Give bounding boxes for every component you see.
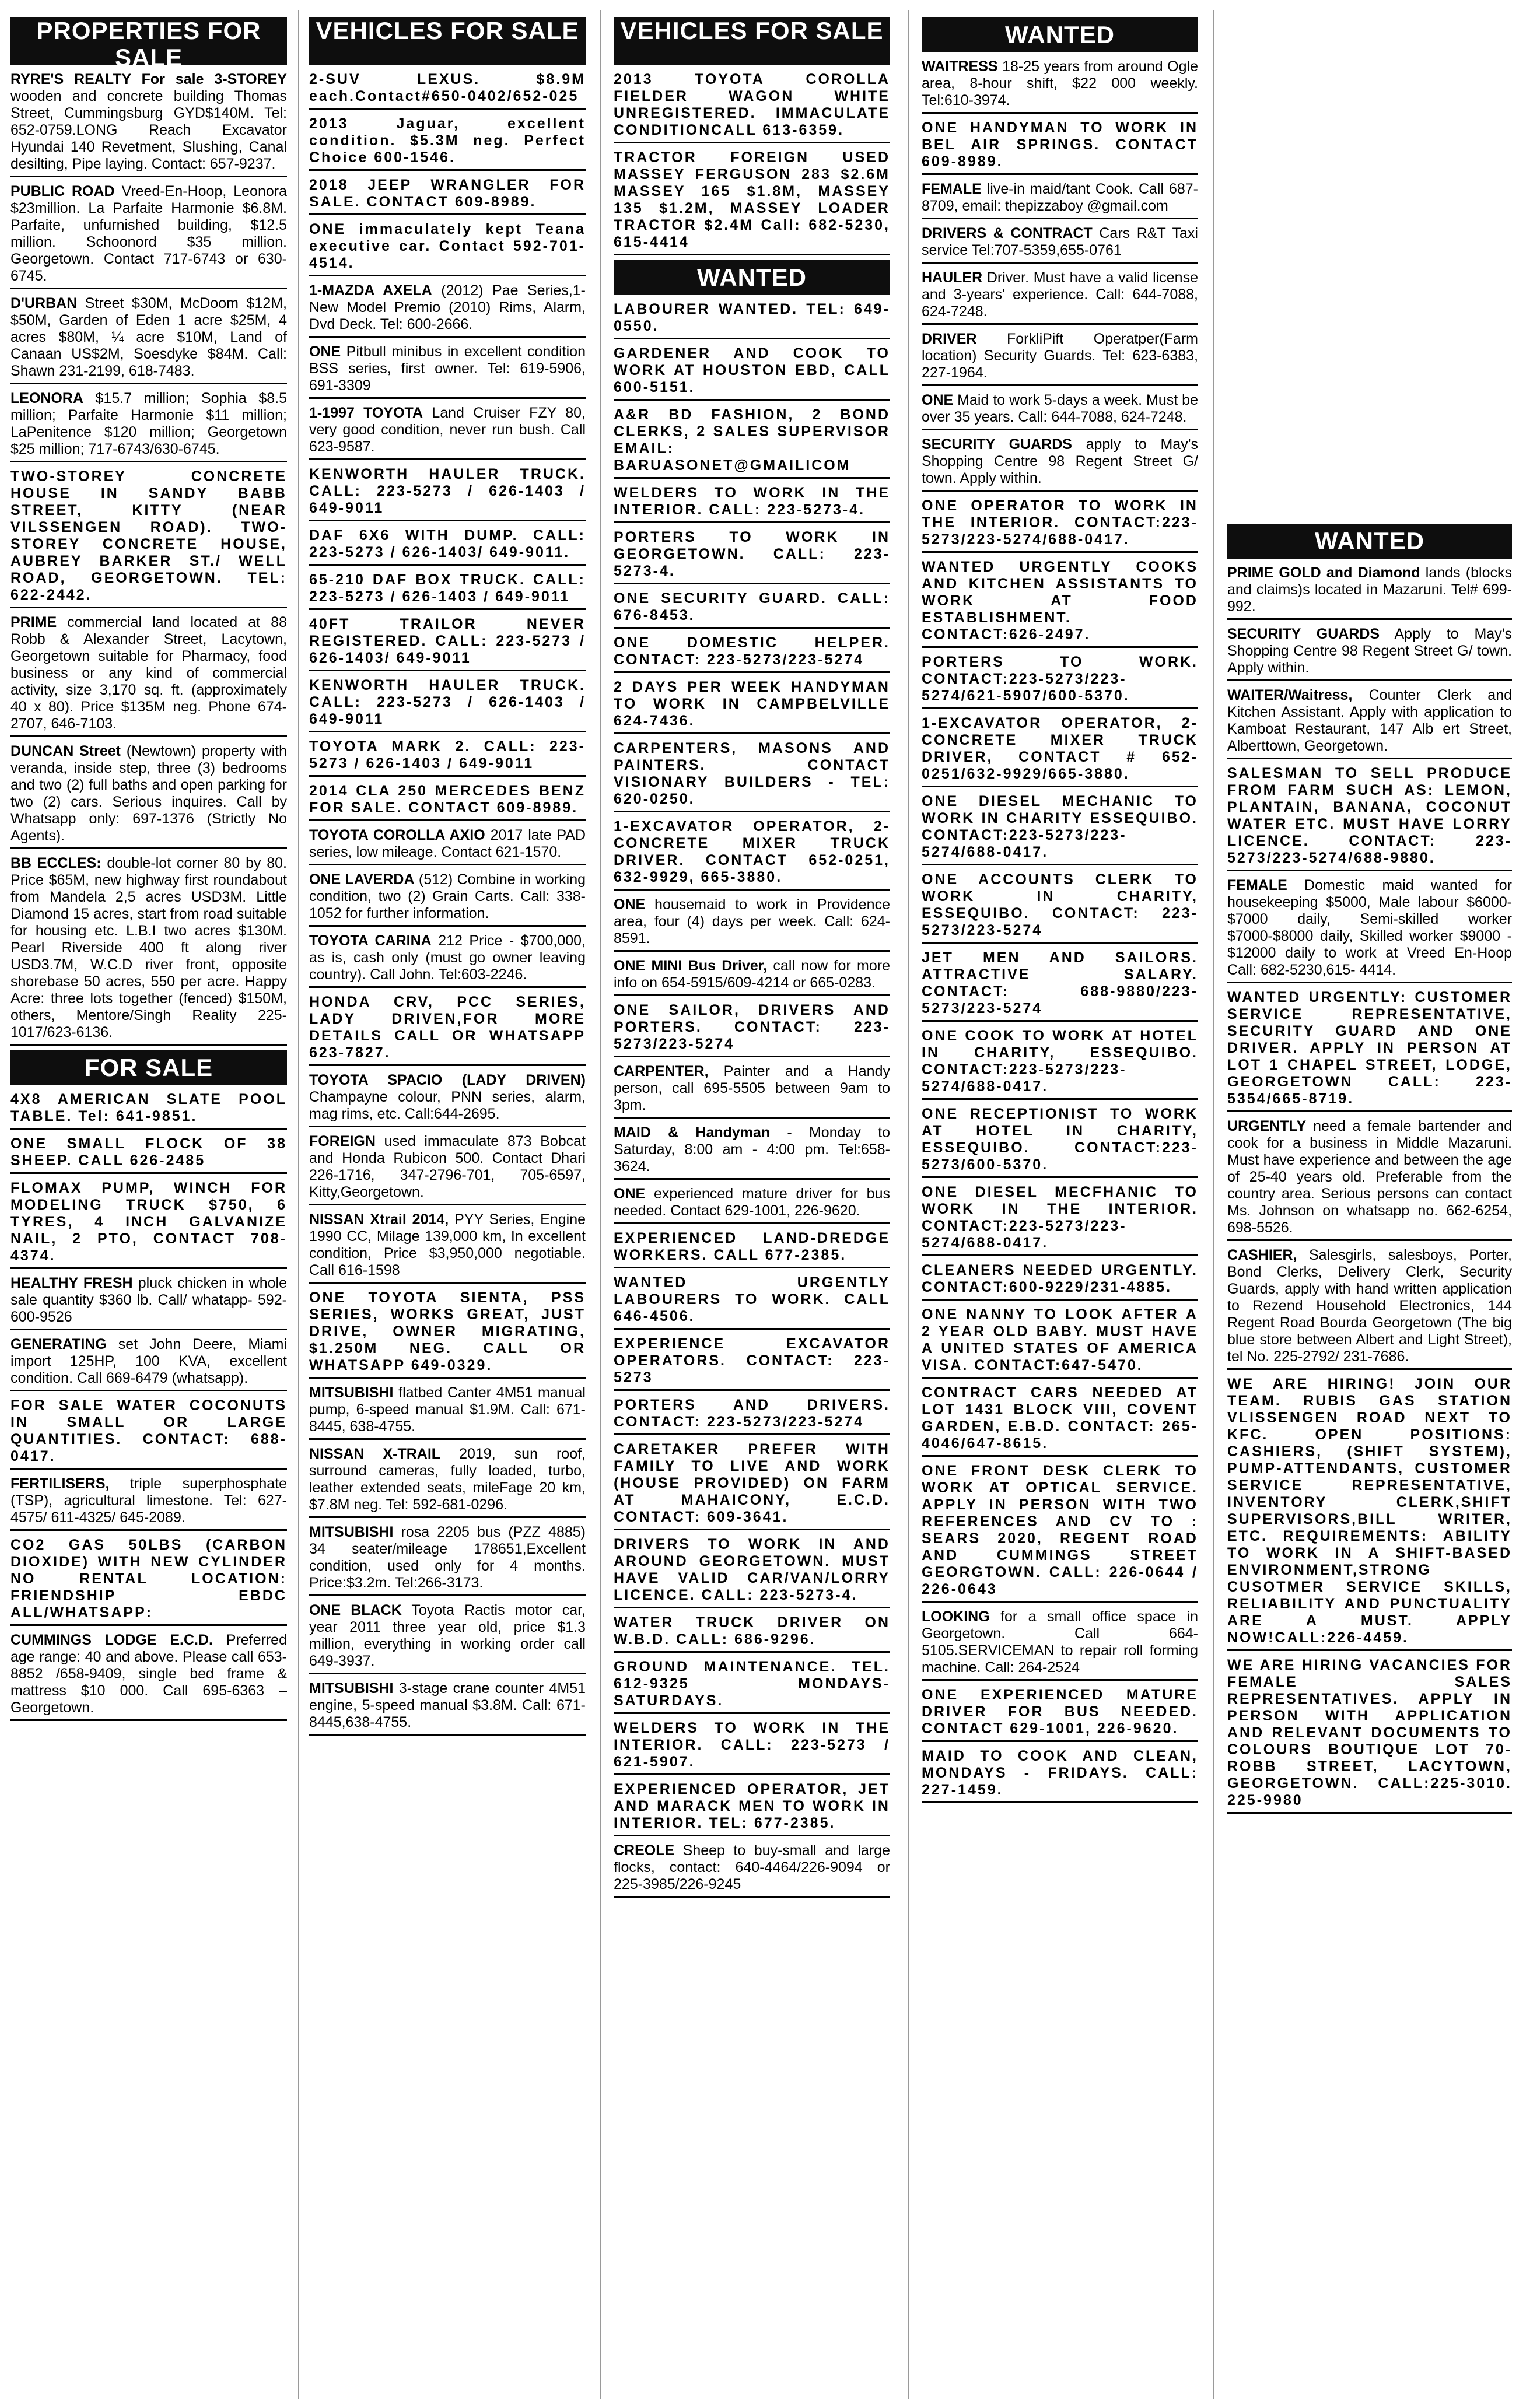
classified-ad [614,678,890,734]
classified-ad [614,739,890,812]
ad-lead: GARDENER AND COOK TO WORK AT HOUSTON EBD, CALL 600-5151. [614,345,890,395]
ad-lead: 2013 Jaguar, excellent condition. $5.3M neg. Perfect Choice 600-1546. [309,115,586,166]
ad-lead: KENWORTH HAULER TRUCK. CALL: 223-5273 / 626-1403 / 649-9011 [309,677,586,727]
ad-lead: CONTRACT CARS NEEDED AT LOT 1431 BLOCK VIII, COVENT GARDEN, E.B.D. CONTACT: 265-4046/647-8615. [922,1384,1198,1452]
classified-ad [614,1396,890,1435]
ad-body: Domestic maid wanted for housekeeping $5000, Male labour $6000- $7000 daily, Semi-skilled worker $7000-$8000 daily, Skilled worker $9000 - $12000 daily to work at Vreed En-Hoop Call: 682-5230,615- 4414. [1227,877,1512,978]
ad-body: PYY Series, Engine 1990 CC, Milage 139,000 km, In excellent condition, Price $3,950,000 negotiable. Call 616-1598 [309,1211,586,1278]
column-5 [1227,519,1512,1818]
column-3 [614,13,890,1902]
ad-body: Toyota Ractis motor car, year 2011 three year old, price $1.3 million, everything in working order call 649-3937. [309,1602,586,1669]
classified-ad [614,1273,890,1330]
classified-ad [614,1001,890,1057]
section-header: VEHICLES FOR SALE [309,17,586,65]
ad-lead: MAID TO COOK AND CLEAN, MONDAYS - FRIDAYS. CALL: 227-1459. [922,1748,1198,1798]
ad-lead: FERTILISERS, [10,1475,110,1492]
ad-lead: WANTED URGENTLY COOKS AND KITCHEN ASSISTANTS TO WORK AT FOOD ESTABLISHMENT. CONTACT:626-2497. [922,559,1198,643]
ad-lead: ONE NANNY TO LOOK AFTER A 2 YEAR OLD BABY. MUST HAVE A UNITED STATES OF AMERICA VISA. CONTACT:647-5470. [922,1306,1198,1373]
section-header: WANTED [614,260,890,295]
section-header: WANTED [922,17,1198,52]
ad-lead: 65-210 DAF BOX TRUCK. CALL: 223-5273 / 626-1403 / 649-9011 [309,572,586,605]
ad-lead: TOYOTA CARINA [309,933,432,949]
ad-lead: PORTERS TO WORK. CONTACT:223-5273/223-5274/621-5907/600-5370. [922,654,1198,704]
ad-lead: 40FT TRAILOR NEVER REGISTERED. CALL: 223-5273 / 626-1403/ 649-9011 [309,616,586,666]
classified-ad [614,70,890,143]
classified-ad [309,615,586,671]
classified-ad [922,792,1198,865]
classified-ad [614,1657,890,1714]
classified-ad [309,1601,586,1674]
ad-lead: ONE immaculately kept Teana executive car. Contact 592-701-4514. [309,221,586,271]
classified-ad [1227,563,1512,620]
ad-body: Cars R&T Taxi service Tel:707-5359,655-0761 [922,225,1198,258]
ad-lead: ONE OPERATOR TO WORK IN THE INTERIOR. CONTACT:223-5273/223-5274/688-0417. [922,497,1198,548]
ad-lead: FLOMAX PUMP, WINCH FOR MODELING TRUCK $750, 6 TYRES, 4 INCH GALVANIZE NAIL, 2 PTO, CONTACT 708-4374. [10,1180,287,1264]
ad-lead: CARETAKER PREFER WITH FAMILY TO LIVE AND WORK (HOUSE PROVIDED) ON FARM AT MAHAICONY, E.C.D. CONTACT: 609-3641. [614,1441,890,1525]
ad-lead: 1-1997 TOYOTA [309,405,423,421]
ad-lead: CREOLE [614,1842,675,1859]
ad-lead: TOYOTA SPACIO (LADY DRIVEN) [309,1072,586,1088]
ad-lead: URGENTLY [1227,1118,1307,1134]
ad-body: Sheep to buy-small and large flocks, contact: 640-4464/226-9094 or 225-3985/226-9245 [614,1842,890,1892]
column-divider [1213,10,1214,2399]
classified-ad [614,1841,890,1898]
ad-lead: GROUND MAINTENANCE. TEL. 612-9325 MONDAYS-SATURDAYS. [614,1659,890,1709]
classified-ad [922,268,1198,325]
classified-ad [1227,1246,1512,1370]
classified-ad [614,483,890,523]
classified-ad [309,281,586,338]
classified-ad [614,589,890,629]
ad-body: live-in maid/tant Cook. Call 687-8709, email: thepizzaboy @gmail.com [922,181,1198,214]
ad-lead: PORTERS AND DRIVERS. CONTACT: 223-5273/223-5274 [614,1397,890,1430]
classified-ad [614,300,890,339]
classified-ad [614,633,890,673]
section-header: FOR SALE [10,1050,287,1085]
classified-ad [309,676,586,732]
classified-ad [10,1474,287,1531]
ad-body: 2017 late PAD series, low mileage. Contact 621-1570. [309,827,586,860]
column-divider [298,10,299,2399]
classified-ad [10,182,287,289]
column-divider [908,10,909,2399]
classified-ad [922,870,1198,944]
ad-body: Street $30M, McDoom $12M, $50M, Garden of Eden 1 acre $25M, 4 acres $80M, ¼ acre $10M, Land of Canaan US$2M, Soesdyke $84M. Call: Shawn 231-2199, 618-7483. [10,295,287,379]
classified-ad [10,742,287,849]
ad-body: pluck chicken in whole sale quantity $360 lb. Call/ whatapp- 592-600-9526 [10,1275,287,1325]
classified-ad [10,1631,287,1721]
ad-body: Salesgirls, salesboys, Porter, Bond Clerks, Delivery Clerk, Security Guards, apply with hand written application to Rezend Household Electronics, 144 Regent Road Bourda Georgetown (The big blue store between Albert and Light Street), tel No. 225-2792/ 231-7686. [1227,1247,1512,1365]
ad-body: need a female bartender and cook for a business in Middle Mazaruni. Must have experience and between the age of 25-40 years old. Preferable from the country area. Serious persons can contact Ms. Johnson on whatsapp no. 662-6254, 698-5526. [1227,1118,1512,1236]
classified-ad [614,1184,890,1224]
classified-ad [922,118,1198,175]
classified-ad [1227,686,1512,759]
ad-lead: TWO-STOREY CONCRETE HOUSE IN SANDY BABB STREET, KITTY (NEAR VILSSENGEN ROAD). TWO-STOREY CONCRETE HOUSE, AUBREY BARKER ST./ WELL ROAD, GEORGETOWN. TEL: 622-2442. [10,468,287,603]
ad-body: Apply to May's Shopping Centre 98 Regent Street G/ town. Apply within. [1227,626,1512,676]
ad-lead: CLEANERS NEEDED URGENTLY. CONTACT:600-9229/231-4885. [922,1262,1198,1295]
classified-ad [922,714,1198,787]
ad-lead: TRACTOR FOREIGN USED MASSEY FERGUSON 283 $2.6M MASSEY 165 $1.8M, MASSEY 135 $1.2M, MASSEY LOADER TRACTOR $2.4M Call: 682-5230, 615-4414 [614,149,890,250]
classified-ad [922,1305,1198,1379]
ad-lead: PUBLIC ROAD [10,183,115,199]
ad-lead: WELDERS TO WORK IN THE INTERIOR. CALL: 223-5273 / 621-5907. [614,1720,890,1770]
classified-ad [309,870,586,927]
classified-ad [10,854,287,1046]
classified-ad [10,1536,287,1626]
ad-lead: ONE TOYOTA SIENTA, PSS SERIES, WORKS GREAT, JUST DRIVE, OWNER MIGRATING, $1.250M NEG. CALL OR WHATSAPP 649-0329. [309,1289,586,1373]
classified-ad [1227,625,1512,681]
ad-body: Painter and a Handy person, call 695-5505 between 9am to 3pm. [614,1063,890,1113]
classified-ad [614,1123,890,1180]
column-1 [10,13,287,1726]
classified-ad [922,1685,1198,1742]
ad-body: 2019, sun roof, surround cameras, fully loaded, turbo, leather extended seats, mileFage 20 km, $7.8M neg. Tel: 592-681-0296. [309,1446,586,1513]
ad-body: Maid to work 5-days a week. Must be over 35 years. Call: 644-7088, 624-7248. [922,392,1198,425]
ad-lead: DRIVERS & CONTRACT [922,225,1093,241]
column-4 [922,13,1198,1808]
ad-lead: LABOURER WANTED. TEL: 649-0550. [614,301,890,334]
ad-body: double-lot corner 80 by 80. Price $65M, new highway first roundabout from Mandela 2,5 acres USD3M. Little Diamond 15 acres, start from road suitable for housing etc. L.B.I two acres $130M. Pearl Riverside 400 ft along river USD3.7M, W.C.D river front, opposite shorebase 50 acres, 550 per acre. Happy Acre: three lots together (fenced) $150M, others, Mentore/Singh Reality 225-1017/623-6136. [10,855,287,1040]
classified-ad [309,465,586,521]
classified-ad [309,1445,586,1518]
classified-ad [614,528,890,584]
ad-lead: ONE DIESEL MECHANIC TO WORK IN CHARITY ESSEQUIBO. CONTACT:223-5273/223-5274/688-0417. [922,793,1198,860]
ad-body: Driver. Must have a valid license and 3-years' experience. Call: 644-7088, 624-7248. [922,269,1198,320]
classified-ad [922,1461,1198,1603]
ad-body: housemaid to work in Providence area, four (4) days per week. Call: 624-8591. [614,896,890,947]
ad-lead: GENERATING [10,1336,107,1352]
ad-lead: ONE ACCOUNTS CLERK TO WORK IN CHARITY, ESSEQUIBO. CONTACT: 223-5273/223-5274 [922,871,1198,938]
ad-body: - Monday to Saturday, 8:00 am - 4:00 pm. Tel:658-3624. [614,1124,890,1175]
ad-lead: 1-EXCAVATOR OPERATOR, 2-CONCRETE MIXER TRUCK DRIVER. CONTACT 652-0251, 632-9929, 665-3880. [614,818,890,885]
ad-body: Land Cruiser FZY 80, very good condition, never run bush. Call 623-9587. [309,405,586,455]
classified-ad [10,1134,287,1174]
ad-body: triple superphosphate (TSP), agricultural limestone. Tel: 627-4575/ 611-4325/ 645-2089. [10,1475,287,1526]
ad-lead: LEONORA [10,390,83,406]
ad-lead: TOYOTA COROLLA AXIO [309,827,485,843]
section-header: VEHICLES FOR SALE [614,17,890,65]
classified-ad [10,389,287,462]
ad-lead: ONE [614,896,646,913]
ad-lead: 2-SUV LEXUS. $8.9M each.Contact#650-0402/652-025 [309,71,586,104]
classified-ad [10,1274,287,1330]
ad-lead: ONE RECEPTIONIST TO WORK AT HOTEL IN CHARITY, ESSEQUIBO. CONTACT:223-5273/600-5370. [922,1106,1198,1173]
ad-lead: CASHIER, [1227,1247,1297,1263]
ad-lead: ONE BLACK [309,1602,402,1618]
classified-ad [309,342,586,399]
classified-ad [922,948,1198,1022]
ad-body: $15.7 million; Sophia $8.5 million; Parfaite Harmonie $11 million; LaPenitence $120 million; Georgetown $25 million; 717-6743/630-6745. [10,390,287,457]
ad-lead: ONE DOMESTIC HELPER. CONTACT: 223-5273/223-5274 [614,635,890,668]
ad-lead: D'URBAN [10,295,78,311]
ad-lead: 2018 JEEP WRANGLER FOR SALE. CONTACT 609-8989. [309,177,586,210]
ad-lead: ONE SMALL FLOCK OF 38 SHEEP. CALL 626-2485 [10,1135,287,1169]
ad-lead: FEMALE [922,181,982,197]
classified-ad [309,1383,586,1440]
classified-ad [922,1026,1198,1100]
classified-ad [309,1132,586,1205]
ad-lead: HAULER [922,269,983,286]
ad-lead: MITSUBISHI [309,1680,394,1697]
ad-body: wooden and concrete building Thomas Street, Cummingsburg GYD$140M. Tel: 652-0759.LONG Reach Excavator Hyundai 140 Revetment, Slushing, Canal desilting, Pipe laying. Contact: 657-9237. [10,88,287,172]
classified-ad [1227,1375,1512,1651]
classified-ad [614,1334,890,1391]
column-2 [309,13,586,1740]
classified-ad [1227,1656,1512,1814]
ad-lead: MITSUBISHI [309,1384,394,1401]
classified-ad [309,931,586,988]
ad-body: apply to May's Shopping Centre 98 Regent Street G/ town. Apply within. [922,436,1198,486]
ad-body: Preferred age range: 40 and above. Please call 653-8852 /658-9409, single bed frame & mattress $10 000. Call 695-6363 – Georgetown. [10,1632,287,1716]
ad-lead: 2 DAYS PER WEEK HANDYMAN TO WORK IN CAMPBELVILLE 624-7436. [614,679,890,729]
classified-ad [10,70,287,177]
classified-ad [922,224,1198,264]
classified-ad [614,1535,890,1608]
classified-ad [309,570,586,610]
ad-lead: WANTED URGENTLY: CUSTOMER SERVICE REPRESENTATIVE, SECURITY GUARD AND ONE DRIVER. APPLY IN PERSON AT LOT 1 CHAPEL STREET, LODGE, GEORGETOWN CALL: 223-5354/665-8719. [1227,989,1512,1107]
ad-body: experienced mature driver for bus needed. Contact 629-1001, 226-9620. [614,1186,890,1219]
ad-lead: ONE [309,344,341,360]
ad-lead: PRIME [10,614,57,630]
classified-ad [309,737,586,777]
classified-ad [10,1179,287,1269]
section-header: WANTED [1227,524,1512,559]
ad-lead: 1-MAZDA AXELA [309,282,432,299]
ad-lead: ONE HANDYMAN TO WORK IN BEL AIR SPRINGS. CONTACT 609-8989. [922,120,1198,170]
ad-lead: SECURITY GUARDS [922,436,1072,453]
classified-ad [922,1747,1198,1803]
ad-lead: NISSAN Xtrail 2014, [309,1211,449,1228]
ad-body: Vreed-En-Hoop, Leonora $23million. La Parfaite Harmonie $6.8M. Parfaite, unfurnished building, $12.5 million. Schoonord $35 million. Georgetown. Contact 717-6743 or 630-6745. [10,183,287,284]
ad-lead: EXPERIENCE EXCAVATOR OPERATORS. CONTACT: 223-5273 [614,1336,890,1386]
ad-lead: CARPENTERS, MASONS AND PAINTERS. CONTACT VISIONARY BUILDERS - TEL: 620-0250. [614,740,890,807]
ad-body: commercial land located at 88 Robb & Alexander Street, Lacytown, Georgetown suitable for Pharmacy, food business or any kind of commercial activity, size 3,170 sq. ft. (approximately 40 x 80). Price $135M neg. Phone 674-2707, 646-7103. [10,614,287,732]
classified-ad [614,344,890,401]
classified-ad [10,467,287,608]
ad-lead: RYRE'S REALTY For sale 3-STOREY [10,71,287,87]
ad-lead: WELDERS TO WORK IN THE INTERIOR. CALL: 223-5273-4. [614,485,890,518]
ad-lead: JET MEN AND SAILORS. ATTRACTIVE SALARY. CONTACT: 688-9880/223-5273/223-5274 [922,949,1198,1017]
classified-ad [309,1288,586,1379]
classified-ad [309,220,586,276]
classified-ad [614,1719,890,1775]
ad-body: lands (blocks and claims)s located in Mazaruni. Tel# 699-992. [1227,565,1512,615]
classified-ad [922,391,1198,430]
classified-ad [309,826,586,865]
ad-lead: NISSAN X-TRAIL [309,1446,441,1462]
ad-lead: ONE SAILOR, DRIVERS AND PORTERS. CONTACT: 223-5273/223-5274 [614,1002,890,1052]
classified-ad [309,1679,586,1736]
column-divider [600,10,601,2399]
ad-lead: MAID & Handyman [614,1124,771,1141]
ad-lead: WAITER/Waitress, [1227,687,1353,703]
ad-lead: BB ECCLES: [10,855,101,871]
classified-ad [922,653,1198,709]
ad-lead: PORTERS TO WORK IN GEORGETOWN. CALL: 223-5273-4. [614,529,890,579]
ad-lead: ONE FRONT DESK CLERK TO WORK AT OPTICAL SERVICE. APPLY IN PERSON WITH TWO REFERENCES AND CV TO : SEARS 2020, REGENT ROAD AND CUMMINGS STREET GEORGTOWN. CALL: 226-0644 / 226-0643 [922,1463,1198,1597]
ad-lead: 4X8 AMERICAN SLATE POOL TABLE. Tel: 641-9851. [10,1091,287,1124]
classified-ad [1227,876,1512,983]
ad-lead: WANTED URGENTLY LABOURERS TO WORK. CALL 646-4506. [614,1274,890,1324]
classified-ad [614,956,890,996]
classified-ad [922,1261,1198,1301]
classified-ad [1227,1117,1512,1241]
classified-ad [614,1440,890,1530]
ad-lead: KENWORTH HAULER TRUCK. CALL: 223-5273 / 626-1403 / 649-9011 [309,466,586,516]
section-header: PROPERTIES FOR SALE [10,17,287,65]
classified-ad [1227,988,1512,1112]
ad-lead: WE ARE HIRING! JOIN OUR TEAM. RUBIS GAS STATION VLISSENGEN ROAD NEXT TO KFC. OPEN POSITIONS: CASHIERS, (SHIFT SYSTEM), PUMP-ATTENDANTS, CUSTOMER SERVICE REPRESENTATIVE, INVENTORY CLERK,SHIFT SUPERVISORS,BILL WRITER, ETC. REQUIREMENTS: ABILITY TO WORK IN A SHIFT-BASED ENVIRONMENT,STRONG CUSOTMER SERVICE SKILLS, RELIABILITY AND PUNCTUALITY ARE A MUST. APPLY NOW!CALL:226-4459. [1227,1376,1512,1646]
classified-ad [309,114,586,171]
classified-ad [10,1090,287,1130]
ad-body: (2012) Pae Series,1- New Model Premio (2010) Rims, Alarm, Dvd Deck. Tel: 600-2666. [309,282,586,332]
ad-body: used immaculate 873 Bobcat and Honda Rubicon 500. Contact Dhari 226-1716, 347-2796-701, 705-6597, Kitty,Georgetown. [309,1133,586,1200]
ad-body: 212 Price - $700,000, as is, cash only (must go owner leaving country). Call John. Tel:603-2246. [309,933,586,983]
ad-lead: WAITRESS [922,58,998,75]
classified-ad [309,781,586,821]
classified-ad [309,526,586,566]
ad-lead: CUMMINGS LODGE E.C.D. [10,1632,213,1648]
classified-ad [309,1071,586,1127]
ad-lead: ONE MINI Bus Driver, [614,958,768,974]
classified-ad [309,1210,586,1284]
ad-body: rosa 2205 bus (PZZ 4885) 34 seater/mileage 178651,Excellent condition, used only for 4 months. Price:$3.2m. Tel:266-3173. [309,1524,586,1591]
ad-lead: EXPERIENCED LAND-DREDGE WORKERS. CALL 677-2385. [614,1230,890,1263]
classified-ad [614,895,890,952]
ad-lead: 2014 CLA 250 MERCEDES BENZ FOR SALE. CONTACT 609-8989. [309,783,586,816]
ad-lead: EXPERIENCED OPERATOR, JET AND MARACK MEN TO WORK IN INTERIOR. TEL: 677-2385. [614,1781,890,1831]
ad-lead: FOREIGN [309,1133,376,1149]
classified-ad [922,1105,1198,1178]
ad-lead: CARPENTER, [614,1063,709,1079]
ad-lead: ONE SECURITY GUARD. CALL: 676-8453. [614,590,890,623]
ad-body: (Newtown) property with veranda, inside step, three (3) bedrooms and two (2) full baths and open parking for two (2) cars. Serious inquires. Call by Whatsapp only: 697-1376 (Strictly No Agents). [10,743,287,844]
classified-ad [922,558,1198,648]
ad-lead: WATER TRUCK DRIVER ON W.B.D. CALL: 686-9296. [614,1614,890,1648]
classified-ad [1227,764,1512,871]
classified-ad [10,1396,287,1470]
ad-body: Pitbull minibus in excellent condition BSS series, first owner. Tel: 619-5906, 691-3309 [309,344,586,394]
classified-ad [10,1335,287,1391]
ad-lead: HEALTHY FRESH [10,1275,133,1291]
ad-lead: DRIVERS TO WORK IN AND AROUND GEORGETOWN. MUST HAVE VALID CAR/VAN/LORRY LICENCE. CALL: 223-5273-4. [614,1536,890,1603]
ad-lead: LOOKING [922,1608,990,1625]
ad-lead: ONE [922,392,954,408]
classified-ad [614,148,890,255]
ad-lead: DUNCAN Street [10,743,121,759]
classified-ad [922,330,1198,386]
ad-lead: ONE LAVERDA [309,871,415,888]
ad-lead: DRIVER [922,331,977,347]
classified-ad [10,613,287,737]
ad-lead: ONE COOK TO WORK AT HOTEL IN CHARITY, ESSEQUIBO. CONTACT:223-5273/223-5274/688-0417. [922,1028,1198,1095]
ad-lead: A&R BD FASHION, 2 BOND CLERKS, 2 SALES SUPERVISOR EMAIL: BARUASONET@GMAILICOM [614,406,890,474]
ad-body: set John Deere, Miami import 125HP, 100 KVA, excellent condition. Call 669-6479 (whatsapp). [10,1336,287,1386]
ad-lead: HONDA CRV, PCC SERIES, LADY DRIVEN,FOR MORE DETAILS CALL OR WHATSAPP 623-7827. [309,994,586,1061]
ad-lead: SECURITY GUARDS [1227,626,1380,642]
ad-lead: ONE DIESEL MECFHANIC TO WORK IN THE INTERIOR. CONTACT:223-5273/223-5274/688-0417. [922,1184,1198,1251]
ad-lead: FOR SALE WATER COCONUTS IN SMALL OR LARGE QUANTITIES. CONTACT: 688-0417. [10,1397,287,1464]
ad-lead: SALESMAN TO SELL PRODUCE FROM FARM SUCH AS: LEMON, PLANTAIN, BANANA, COCONUT WATER ETC. MUST HAVE LORRY LICENCE. CONTACT: 223-5273/223-5274/688-9880. [1227,765,1512,866]
ad-lead: TOYOTA MARK 2. CALL: 223-5273 / 626-1403 / 649-9011 [309,738,586,772]
classified-ad [922,1607,1198,1681]
classified-ad [309,70,586,110]
ad-lead: DAF 6X6 WITH DUMP. CALL: 223-5273 / 626-1403/ 649-9011. [309,527,586,560]
classified-ad [922,435,1198,492]
ad-lead: CO2 GAS 50LBS (CARBON DIOXIDE) WITH NEW CYLINDER NO RENTAL LOCATION: FRIENDSHIP EBDC ALL/WHATSAPP: [10,1537,287,1621]
classified-ad [309,1523,586,1596]
classified-ad [10,294,287,384]
ad-body: 3-stage crane counter 4M51 engine, 5-speed manual $3.8M. Call: 671-8445,638-4755. [309,1680,586,1730]
ad-body: Counter Clerk and Kitchen Assistant. Apply with application to Kamboat Restaurant, 147 Alb ert Street, Alberttown, Georgetown. [1227,687,1512,754]
classified-ad [922,496,1198,553]
classified-ad [922,1383,1198,1457]
ad-body: ForkliPift Operatper(Farm location) Security Guards. Tel: 623-6383, 227-1964. [922,331,1198,381]
classified-ad [309,404,586,460]
ad-lead: PRIME GOLD and Diamond [1227,565,1420,581]
ad-body: for a small office space in Georgetown. Call 664-5105.SERVICEMAN to repair roll forming machine. Call: 264-2524 [922,1608,1198,1676]
ad-lead: ONE EXPERIENCED MATURE DRIVER FOR BUS NEEDED. CONTACT 629-1001, 226-9620. [922,1687,1198,1737]
classified-ad [614,1613,890,1653]
ad-body: flatbed Canter 4M51 manual pump, 6-speed manual $1.9M. Call: 671-8445, 638-4755. [309,1384,586,1435]
classified-ad [614,1062,890,1119]
classified-ad [614,1229,890,1268]
ad-body: call now for more info on 654-5915/609-4214 or 665-0283. [614,958,890,991]
classified-ad [614,405,890,479]
ad-body: Champayne colour, PNN series, alarm, mag rims, etc. Call:644-2695. [309,1089,586,1122]
ad-lead: 2013 TOYOTA COROLLA FIELDER WAGON WHITE UNREGISTERED. IMMACULATE CONDITIONCALL 613-6359. [614,71,890,138]
ad-body: 18-25 years from around Ogle area, 8-hour shift, $22 000 weekly. Tel:610-3974. [922,58,1198,108]
classified-ad [922,180,1198,219]
classified-ad [922,57,1198,114]
classified-ad [614,817,890,891]
ad-lead: MITSUBISHI [309,1524,394,1540]
ad-lead: ONE [614,1186,646,1202]
classified-ad [614,1780,890,1836]
classified-ad [309,176,586,215]
classified-ad [309,993,586,1066]
ad-lead: FEMALE [1227,877,1287,893]
ad-body: (512) Combine in working condition, two (2) Grain Carts. Call: 338-1052 for further information. [309,871,586,921]
classified-ad [922,1183,1198,1256]
ad-lead: WE ARE HIRING VACANCIES FOR FEMALE SALES REPRESENTATIVES. APPLY IN PERSON WITH APPLICATION AND RELEVANT DOCUMENTS TO COLOURS BOUTIQUE LOT 70-ROBB STREET, LACYTOWN, GEORGETOWN. CALL:225-3010. 225-9980 [1227,1657,1512,1808]
ad-lead: 1-EXCAVATOR OPERATOR, 2- CONCRETE MIXER TRUCK DRIVER, CONTACT # 652-0251/632-9929/665-3880. [922,715,1198,782]
